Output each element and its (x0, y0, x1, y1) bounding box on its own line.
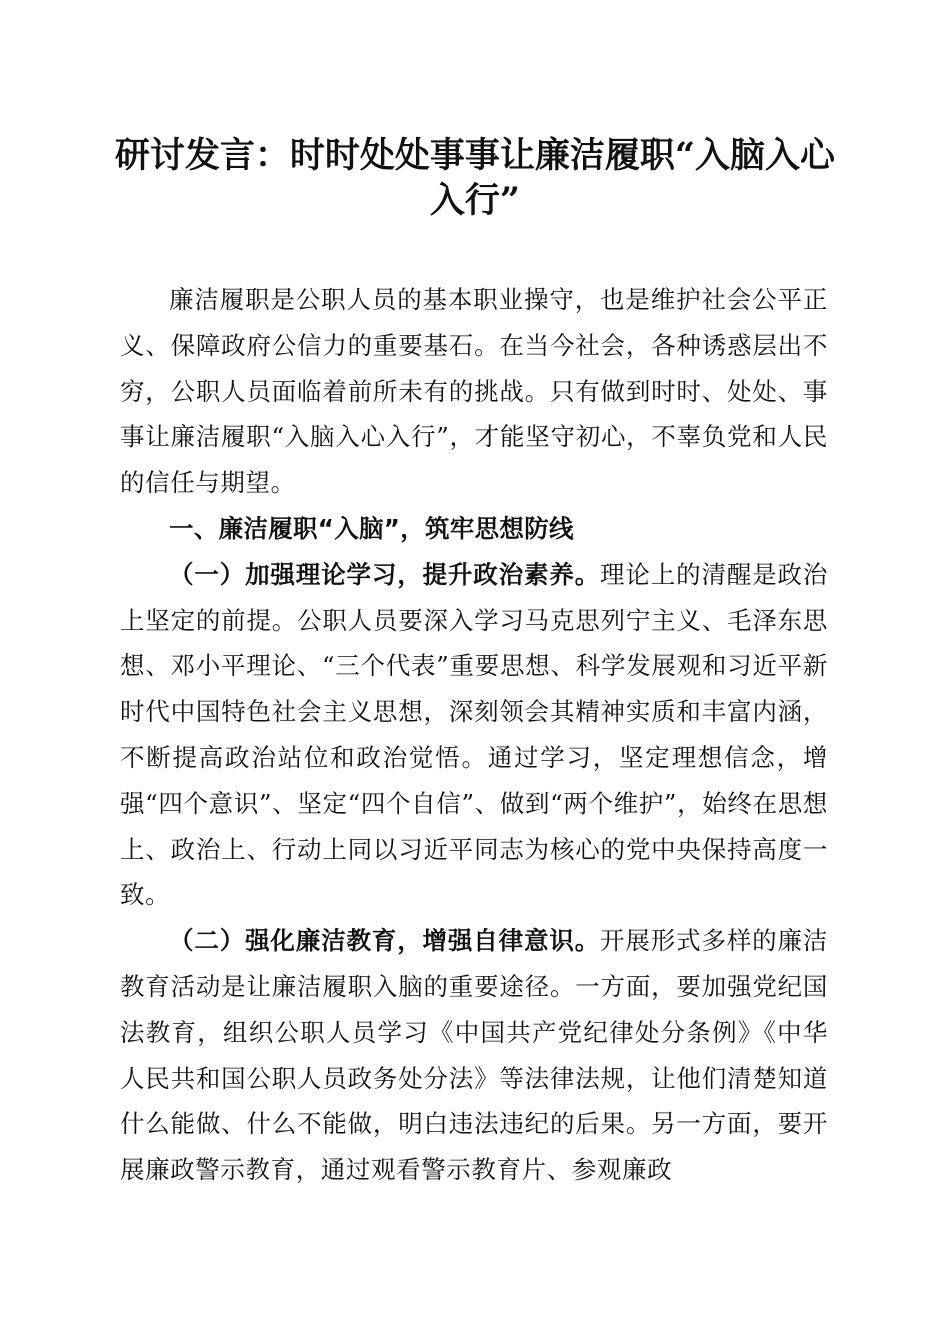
paragraph-text: 理论上的清醒是政治上坚定的前提。公职人员要深入学习马克思列宁主义、毛泽东思想、邓小平理论、“三个代表”重要思想、科学发展观和习近平新时代中国特色社会主义思想，深刻领会其精神实质和丰富内涵，不断提高政治站位和政治觉悟。通过学习，坚定理想信念，增强“四个意识”、坚定“四个自信”、做到“两个维护”，始终在思想上、政治上、行动上同以习近平同志为核心的党中央保持高度一致。 (120, 559, 828, 910)
body-paragraph-2 (120, 918, 828, 1193)
body-paragraph-1 (120, 552, 828, 918)
intro-paragraph: 廉洁履职是公职人员的基本职业操守，也是维护社会公平正义、保障政府公信力的重要基石。在当今社会，各种诱惑层出不穷，公职人员面临着前所未有的挑战。只有做到时时、处处、事事让廉洁履职“入脑入心入行”，才能坚守初心，不辜负党和人民的信任与期望。 (120, 285, 828, 498)
document-title: 研讨发言：时时处处事事让廉洁履职“入脑入心入行” (114, 135, 836, 221)
paragraph-text: 开展形式多样的廉洁教育活动是让廉洁履职入脑的重要途径。一方面，要加强党纪国法教育，组织公职人员学习《中国共产党纪律处分条例》《中华人民共和国公职人员政务处分法》等法律法规，让他们清楚知道什么能做、什么不能做，明白违法违纪的后果。另一方面，要开展廉政警示教育，通过观看警示教育片、参观廉政 (120, 926, 828, 1185)
section-heading: 一、廉洁履职“入脑”，筑牢思想防线 (169, 513, 574, 543)
paragraph-lead: （二）强化廉洁教育，增强自律意识。 (169, 926, 601, 956)
paragraph-lead: （一）加强理论学习，提升政治素养。 (169, 559, 601, 589)
document-body (120, 277, 828, 1193)
